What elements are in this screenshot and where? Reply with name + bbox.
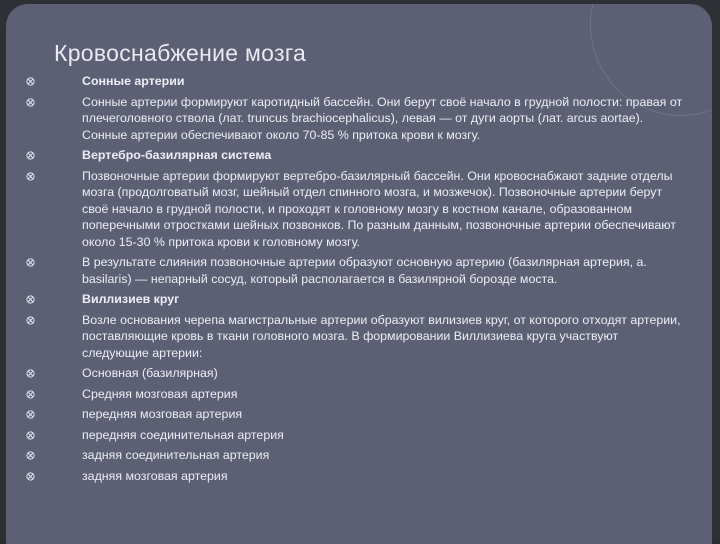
bullet-text: передняя мозговая артерия: [82, 407, 243, 421]
bullet-item: [26, 254, 686, 287]
circled-cross-bullet-icon: [26, 77, 35, 86]
bullet-item: [26, 386, 686, 403]
bullet-heading: [26, 147, 686, 164]
bullet-text: Сонные артерии: [82, 74, 185, 88]
circled-cross-bullet-icon: [26, 316, 35, 325]
bullet-text: Вертебро-базилярная система: [82, 148, 272, 162]
bullet-heading: [26, 73, 686, 90]
circled-cross-bullet-icon: [26, 431, 35, 440]
bullet-item: [26, 168, 686, 251]
circled-cross-bullet-icon: [26, 390, 35, 399]
bullet-item: [26, 447, 686, 464]
bullet-text: Виллизиев круг: [82, 292, 180, 306]
bullet-heading: [26, 291, 686, 308]
bullet-text: Средняя мозговая артерия: [82, 386, 238, 401]
circled-cross-bullet-icon: [26, 295, 35, 304]
circled-cross-bullet-icon: [26, 98, 35, 107]
circled-cross-bullet-icon: [26, 258, 35, 267]
bullet-text: Позвоночные артерии формируют вертебро-базилярный бассейн. Они кровоснабжают задние отделы мозга (продолговатый мозг, шейный отдел спинного мозга, и мозжечок). Позвоночные артерии берут своё начало в грудной полости, и проходят к головному мозгу в костном канале, образованном поперечными отростками шейных позвонков. По разным данным, позвоночные артерии обеспечивают около 15-30 % притока крови к головному мозгу.: [82, 168, 676, 249]
bullet-item: [26, 94, 686, 144]
bullet-text: передняя соединительная артерия: [82, 427, 284, 442]
bullet-text: В результате слияния позвоночные артерии образуют основную артерию (базилярная артерия, а. basilaris) — непарный сосуд, который располагается в базилярной борозде моста.: [82, 255, 647, 286]
bullet-text: задняя соединительная артерия: [82, 448, 270, 462]
bullet-text: Сонные артерии формируют каротидный бассейн. Они берут своё начало в грудной полости: правая от плечеголовного ствола (лат. truncus brachiocephalicus), левая — от дуги аорты (лат. arcus aortae). Сонные артерии обеспечивают около 70-85 % притока крови к мозгу.: [82, 94, 683, 142]
bullet-item: [26, 427, 686, 444]
bullet-text: Возле основания черепа магистральные артерии образуют вилизиев круг, от которого отходят артерии, поставляющие кровь в ткани головного мозга. В формировании Виллизиева круга участвуют следующие артерии:: [82, 312, 681, 360]
circled-cross-bullet-icon: [26, 451, 35, 460]
bullet-item: [26, 365, 686, 382]
bullet-text: Основная (базилярная): [82, 366, 218, 380]
bullet-item: [26, 312, 686, 362]
bullet-item: [26, 468, 686, 485]
circled-cross-bullet-icon: [26, 369, 35, 378]
bullet-text: задняя мозговая артерия: [82, 468, 228, 483]
content-panel: [6, 4, 712, 544]
bullet-list: [26, 73, 686, 488]
circled-cross-bullet-icon: [26, 151, 35, 160]
circled-cross-bullet-icon: [26, 472, 35, 481]
circled-cross-bullet-icon: [26, 410, 35, 419]
slide-title: Кровоснабжение мозга: [54, 40, 307, 66]
bullet-item: [26, 406, 686, 423]
circled-cross-bullet-icon: [26, 172, 35, 181]
